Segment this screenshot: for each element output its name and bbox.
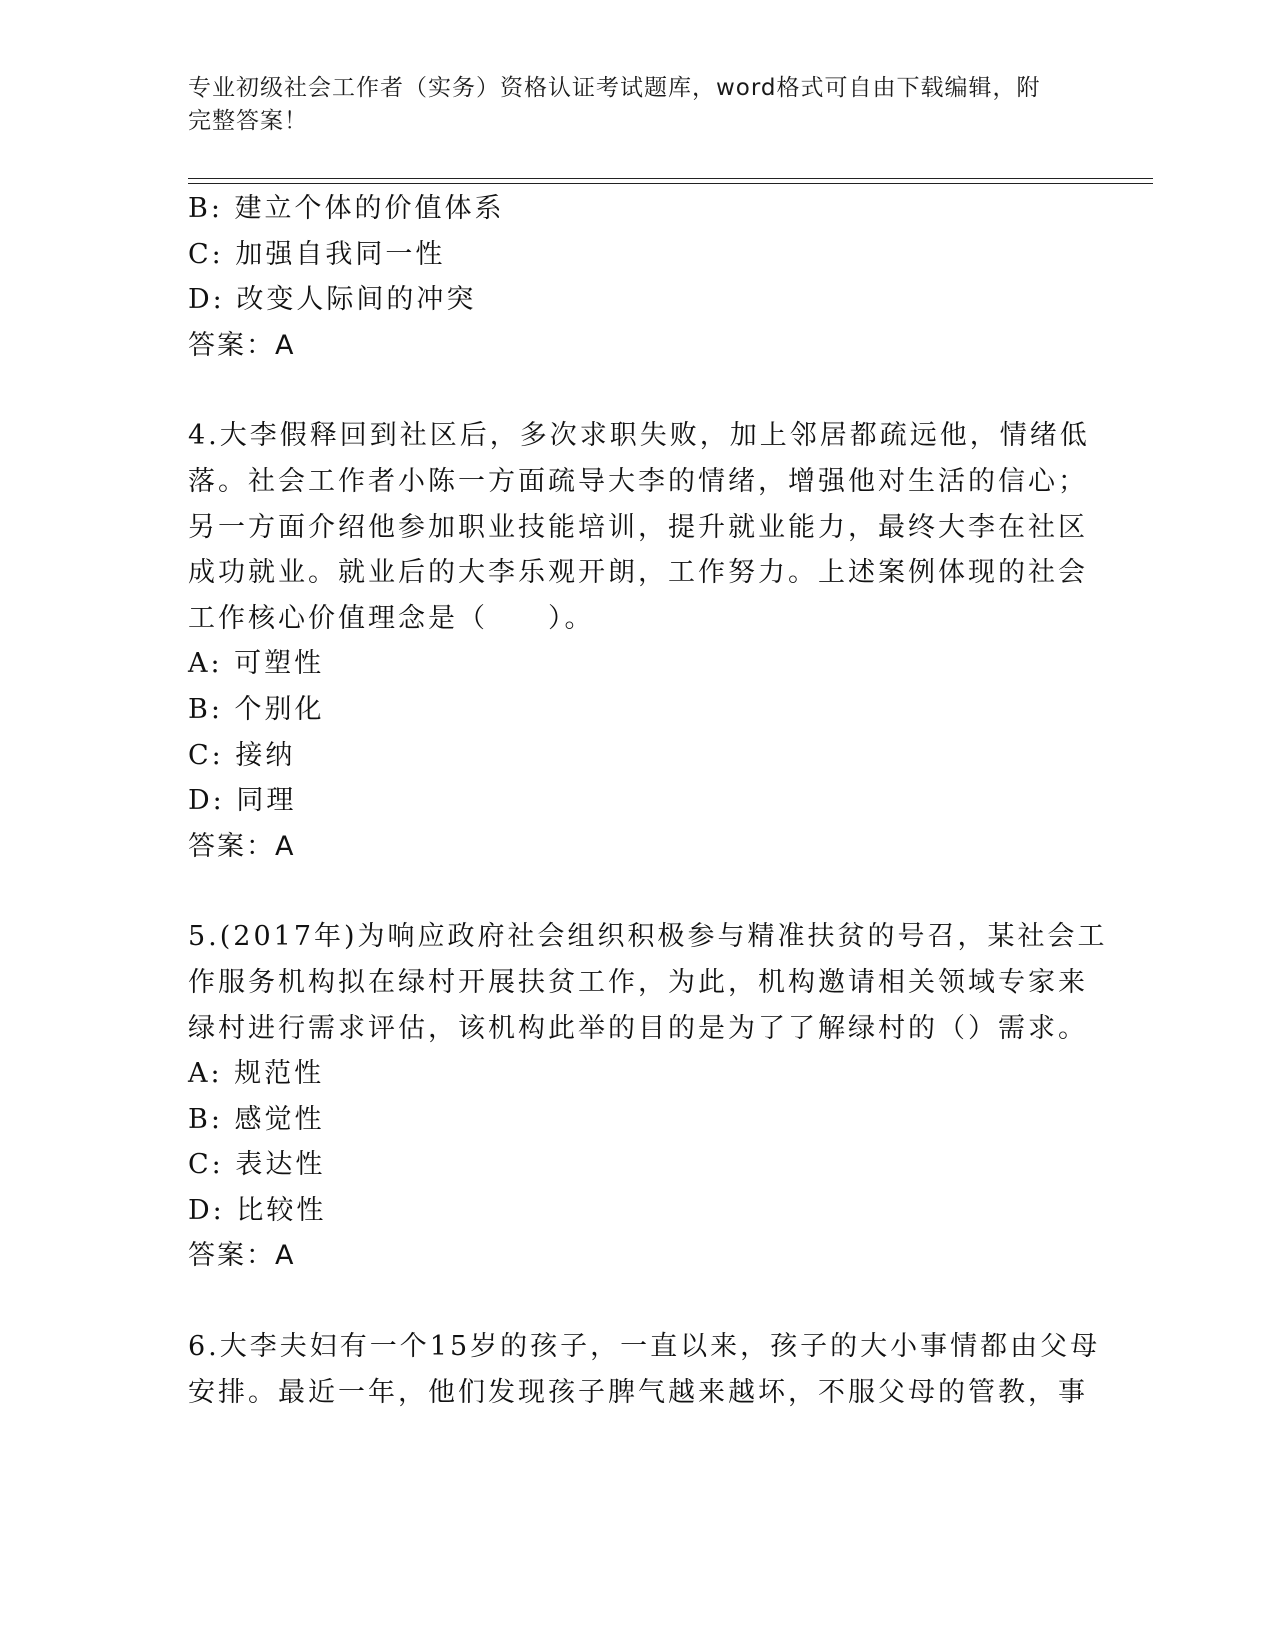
question-line: 4.大李假释回到社区后，多次求职失败，加上邻居都疏远他，情绪低: [188, 420, 1090, 452]
answer-line: 答案：A: [188, 329, 296, 361]
option-d: D: 同理: [188, 785, 297, 817]
question-line: 成功就业。就业后的大李乐观开朗，工作努力。上述案例体现的社会: [188, 557, 1088, 589]
question-3-tail: [188, 186, 1088, 368]
answer-line: 答案：A: [188, 830, 296, 862]
question-text: [188, 1324, 1101, 1415]
header-line-1: 专业初级社会工作者（实务）资格认证考试题库，word格式可自由下载编辑，附: [188, 75, 1041, 101]
question-text: [188, 413, 1088, 641]
answer-line: 答案：A: [188, 1240, 296, 1272]
question-line: 另一方面介绍他参加职业技能培训，提升就业能力，最终大李在社区: [188, 511, 1088, 543]
question-text: [188, 914, 1108, 1051]
question-line: 绿村进行需求评估，该机构此举的目的是为了了解绿村的（）需求。: [188, 1012, 1088, 1044]
spacer: [188, 368, 1088, 413]
option-d: D: 比较性: [188, 1194, 327, 1226]
option-d: D: 改变人际间的冲突: [188, 284, 477, 316]
question-6: [188, 1324, 1101, 1415]
question-line: 安排。最近一年，他们发现孩子脾气越来越坏，不服父母的管教，事: [188, 1376, 1088, 1408]
question-line: 作服务机构拟在绿村开展扶贫工作，为此，机构邀请相关领域专家来: [188, 966, 1088, 998]
spacer: [188, 869, 1088, 914]
option-c: C: 接纳: [188, 739, 296, 771]
option-a: A: 规范性: [188, 1058, 325, 1090]
spacer: [188, 1279, 1088, 1324]
question-line: 落。社会工作者小陈一方面疏导大李的情绪，增强他对生活的信心；: [188, 465, 1088, 497]
option-b: B: 感觉性: [188, 1103, 325, 1135]
header-divider-top: [188, 178, 1153, 179]
question-5: [188, 914, 1108, 1279]
option-a: A: 可塑性: [188, 648, 325, 680]
document-body: [188, 186, 1108, 1415]
option-c: C: 表达性: [188, 1149, 326, 1181]
question-line: 工作核心价值理念是（ ）。: [188, 602, 595, 634]
question-line: 6.大李夫妇有一个15岁的孩子，一直以来，孩子的大小事情都由父母: [188, 1331, 1101, 1363]
option-b: B: 个别化: [188, 693, 325, 725]
option-c: C: 加强自我同一性: [188, 238, 446, 270]
header-divider-bottom: [188, 183, 1153, 184]
document-header: [188, 72, 1088, 138]
header-line-2: 完整答案！: [188, 108, 308, 134]
question-line: 5.(2017年)为响应政府社会组织积极参与精准扶贫的号召，某社会工: [188, 921, 1108, 953]
question-4: [188, 413, 1088, 869]
option-b: B: 建立个体的价值体系: [188, 193, 505, 224]
